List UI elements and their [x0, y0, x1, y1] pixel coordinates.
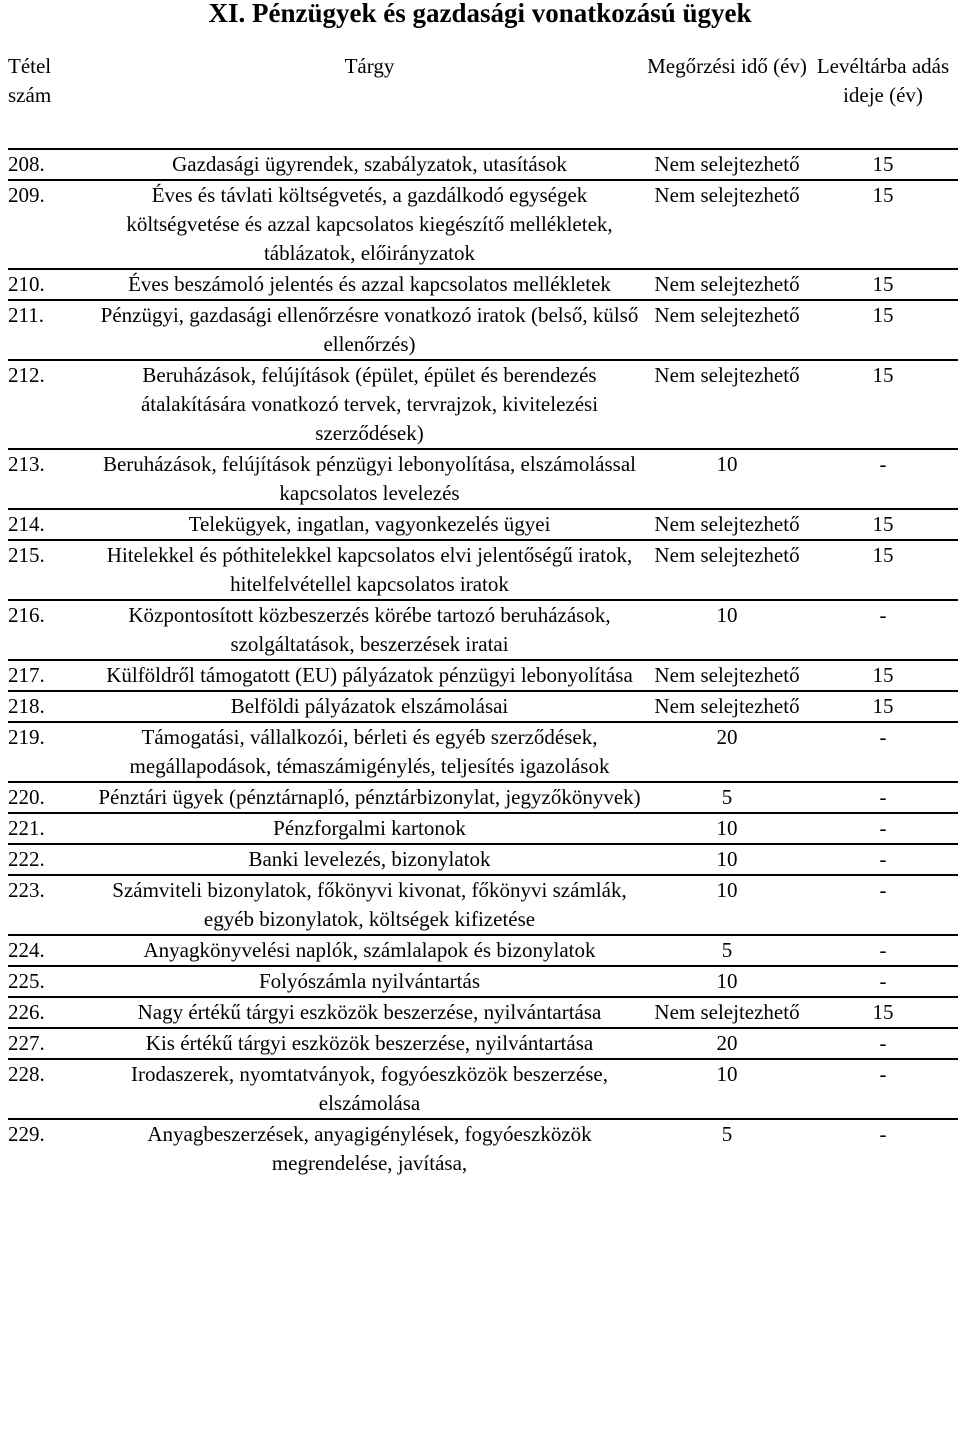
item-archive-year: 15: [808, 180, 958, 269]
item-subject: Anyagbeszerzések, anyagigénylések, fogyóeszközök megrendelése, javítása,: [93, 1119, 646, 1178]
item-retention: 10: [646, 813, 808, 844]
item-retention: 10: [646, 966, 808, 997]
item-number: 228.: [8, 1059, 93, 1119]
item-number: 216.: [8, 600, 93, 660]
item-archive-year: -: [808, 1059, 958, 1119]
item-retention: Nem selejtezhető: [646, 300, 808, 360]
item-subject: Anyagkönyvelési naplók, számlalapok és bizonylatok: [93, 935, 646, 966]
item-archive-year: 15: [808, 300, 958, 360]
item-archive-year: -: [808, 449, 958, 509]
item-number: 222.: [8, 844, 93, 875]
records-table: [8, 52, 958, 1178]
item-number: 208.: [8, 149, 93, 180]
item-archive-year: -: [808, 782, 958, 813]
item-subject: Gazdasági ügyrendek, szabályzatok, utasítások: [93, 149, 646, 180]
table-row: [8, 269, 958, 300]
item-archive-year: -: [808, 844, 958, 875]
table-row: [8, 782, 958, 813]
item-retention: 10: [646, 449, 808, 509]
item-subject: Pénzügyi, gazdasági ellenőrzésre vonatkozó iratok (belső, külső ellenőrzés): [93, 300, 646, 360]
item-subject: Számviteli bizonylatok, főkönyvi kivonat, főkönyvi számlák, egyéb bizonylatok, költségek kifizetése: [93, 875, 646, 935]
item-retention: Nem selejtezhető: [646, 540, 808, 600]
item-retention: 20: [646, 722, 808, 782]
item-archive-year: 15: [808, 691, 958, 722]
item-subject: Banki levelezés, bizonylatok: [93, 844, 646, 875]
table-row: [8, 660, 958, 691]
item-number: 213.: [8, 449, 93, 509]
item-archive-year: 15: [808, 509, 958, 540]
item-retention: Nem selejtezhető: [646, 269, 808, 300]
table-row: [8, 300, 958, 360]
item-archive-year: -: [808, 935, 958, 966]
table-row: [8, 540, 958, 600]
header-retention: Megőrzési idő (év): [647, 54, 807, 78]
item-retention: 20: [646, 1028, 808, 1059]
item-archive-year: 15: [808, 997, 958, 1028]
header-number: Tétel szám: [8, 54, 52, 107]
item-retention: Nem selejtezhető: [646, 360, 808, 449]
item-subject: Nagy értékű tárgyi eszközök beszerzése, nyilvántartása: [93, 997, 646, 1028]
table-body: [8, 149, 958, 1178]
item-number: 221.: [8, 813, 93, 844]
item-retention: 10: [646, 875, 808, 935]
item-archive-year: -: [808, 813, 958, 844]
table-row: [8, 1028, 958, 1059]
table-row: [8, 997, 958, 1028]
item-number: 209.: [8, 180, 93, 269]
item-retention: Nem selejtezhető: [646, 691, 808, 722]
item-archive-year: 15: [808, 360, 958, 449]
item-number: 210.: [8, 269, 93, 300]
header-archive: Levéltárba adás ideje (év): [816, 54, 950, 107]
item-archive-year: 15: [808, 269, 958, 300]
item-subject: Pénztári ügyek (pénztárnapló, pénztárbizonylat, jegyzőkönyvek): [93, 782, 646, 813]
table-row: [8, 935, 958, 966]
item-retention: Nem selejtezhető: [646, 149, 808, 180]
item-archive-year: -: [808, 1028, 958, 1059]
table-row: [8, 875, 958, 935]
table-row: [8, 691, 958, 722]
item-subject: Irodaszerek, nyomtatványok, fogyóeszközök beszerzése, elszámolása: [93, 1059, 646, 1119]
item-retention: Nem selejtezhető: [646, 997, 808, 1028]
table-header-row: [8, 52, 958, 149]
item-number: 223.: [8, 875, 93, 935]
item-archive-year: -: [808, 722, 958, 782]
table-row: [8, 966, 958, 997]
table-row: [8, 600, 958, 660]
item-number: 214.: [8, 509, 93, 540]
item-subject: Központosított közbeszerzés körébe tartozó beruházások, szolgáltatások, beszerzések iratai: [93, 600, 646, 660]
item-retention: Nem selejtezhető: [646, 180, 808, 269]
item-number: 217.: [8, 660, 93, 691]
item-archive-year: -: [808, 966, 958, 997]
table-row: [8, 844, 958, 875]
item-retention: 5: [646, 935, 808, 966]
item-number: 229.: [8, 1119, 93, 1178]
table-row: [8, 722, 958, 782]
item-subject: Támogatási, vállalkozói, bérleti és egyéb szerződések, megállapodások, témaszámigénylés, teljesítés igazolások: [93, 722, 646, 782]
page-title: XI. Pénzügyek és gazdasági vonatkozású ügyek: [208, 0, 752, 28]
header-subject: Tárgy: [344, 54, 395, 78]
item-retention: Nem selejtezhető: [646, 660, 808, 691]
item-subject: Kis értékű tárgyi eszközök beszerzése, nyilvántartása: [93, 1028, 646, 1059]
item-retention: 10: [646, 844, 808, 875]
item-subject: Pénzforgalmi kartonok: [93, 813, 646, 844]
item-number: 211.: [8, 300, 93, 360]
table-row: [8, 509, 958, 540]
table-row: [8, 360, 958, 449]
table-row: [8, 1059, 958, 1119]
item-subject: Beruházások, felújítások pénzügyi lebonyolítása, elszámolással kapcsolatos levelezés: [93, 449, 646, 509]
item-subject: Telekügyek, ingatlan, vagyonkezelés ügyei: [93, 509, 646, 540]
item-retention: 5: [646, 1119, 808, 1178]
item-subject: Külföldről támogatott (EU) pályázatok pénzügyi lebonyolítása: [93, 660, 646, 691]
item-number: 227.: [8, 1028, 93, 1059]
item-archive-year: -: [808, 600, 958, 660]
item-archive-year: 15: [808, 540, 958, 600]
item-subject: Beruházások, felújítások (épület, épület és berendezés átalakítására vonatkozó tervek, tervrajzok, kivitelezési szerződések): [93, 360, 646, 449]
item-subject: Éves és távlati költségvetés, a gazdálkodó egységek költségvetése és azzal kapcsolatos kiegészítő mellékletek, táblázatok, előirányzatok: [93, 180, 646, 269]
item-number: 224.: [8, 935, 93, 966]
table-row: [8, 449, 958, 509]
item-number: 219.: [8, 722, 93, 782]
item-number: 218.: [8, 691, 93, 722]
item-number: 212.: [8, 360, 93, 449]
item-subject: Hitelekkel és póthitelekkel kapcsolatos elvi jelentőségű iratok, hitelfelvétellel kapcsolatos iratok: [93, 540, 646, 600]
table-row: [8, 813, 958, 844]
item-archive-year: 15: [808, 660, 958, 691]
item-archive-year: -: [808, 1119, 958, 1178]
item-retention: 10: [646, 1059, 808, 1119]
table-row: [8, 149, 958, 180]
table-row: [8, 180, 958, 269]
item-number: 215.: [8, 540, 93, 600]
item-subject: Éves beszámoló jelentés és azzal kapcsolatos mellékletek: [93, 269, 646, 300]
item-subject: Belföldi pályázatok elszámolásai: [93, 691, 646, 722]
item-retention: 10: [646, 600, 808, 660]
item-archive-year: -: [808, 875, 958, 935]
item-archive-year: 15: [808, 149, 958, 180]
item-retention: 5: [646, 782, 808, 813]
table-row: [8, 1119, 958, 1178]
item-subject: Folyószámla nyilvántartás: [93, 966, 646, 997]
item-number: 225.: [8, 966, 93, 997]
item-retention: Nem selejtezhető: [646, 509, 808, 540]
item-number: 220.: [8, 782, 93, 813]
item-number: 226.: [8, 997, 93, 1028]
